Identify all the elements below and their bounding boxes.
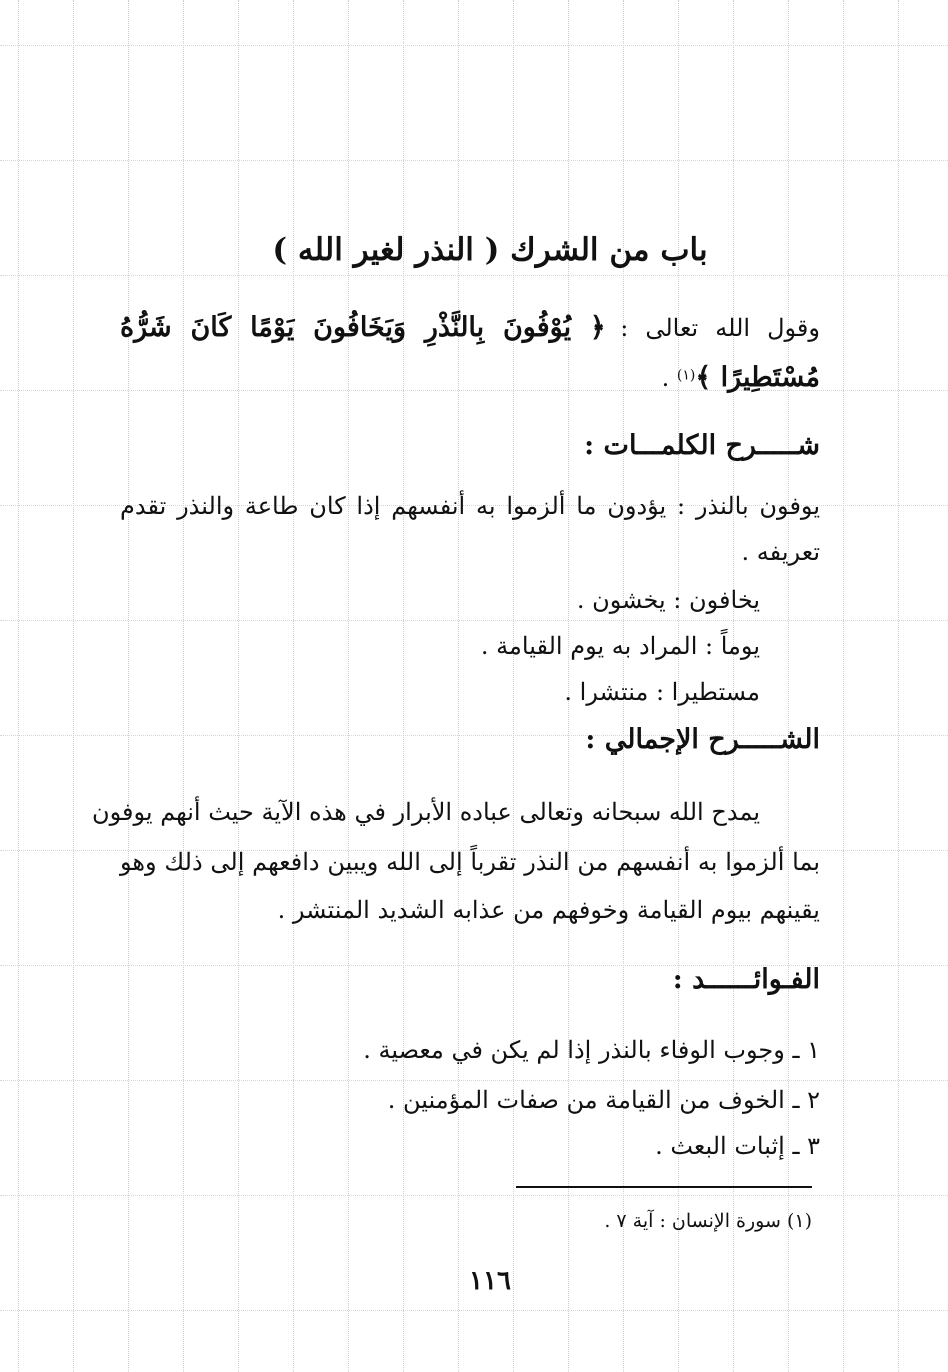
definition-3: يوماً : المراد به يوم القيامة . [480,632,760,660]
benefit-1: ١ ـ وجوب الوفاء بالنذر إذا لم يكن في معصية . [363,1036,820,1064]
verse-line-2 [662,362,820,393]
verse-line-1 [120,312,820,343]
verse-text-2: مُسْتَطِيرًا ﴾ [695,362,820,393]
verse-text-1: ﴿ يُوْفُونَ بِالنَّذْرِ وَيَخَافُونَ يَوْمًا كَانَ شَرُّهُ [120,312,606,343]
benefit-3: ٣ ـ إثبات البعث . [655,1132,820,1160]
verse-intro: وقول الله تعالى : [620,314,820,342]
footnote-separator [516,1186,812,1188]
chapter-title: باب من الشرك ( النذر لغير الله ) [272,232,708,268]
benefits-heading: الفـوائــــــد : [672,964,820,995]
summary-line-3: يقينهم بيوم القيامة وخوفهم من عذابه الشديد المنتشر . [277,896,820,924]
definition-4: مستطيرا : منتشرا . [564,678,760,706]
summary-heading: الشـــــرح الإجمالي : [585,724,820,755]
summary-line-1: يمدح الله سبحانه وتعالى عباده الأبرار في هذه الآية حيث أنهم يوفون [91,798,760,826]
page-number: ١١٦ [469,1266,511,1296]
benefit-2: ٢ ـ الخوف من القيامة من صفات المؤمنين . [387,1086,820,1114]
footnote-marker: (١) [676,367,696,384]
document-page [91,0,820,1372]
summary-line-2: بما ألزموا به أنفسهم من النذر تقرباً إلى الله ويبين دافعهم إلى ذلك وهو [120,848,820,876]
footnote: (١) سورة الإنسان : آية ٧ . [604,1210,812,1232]
definition-2: يخافون : يخشون . [576,586,760,614]
definition-1-line-1: يوفون بالنذر : يؤدون ما ألزموا به أنفسهم إذا كان طاعة والنذر تقدم [120,492,820,520]
verse-end: . [661,364,677,392]
words-heading: شـــــرح الكلمـــات : [584,430,820,461]
definition-1-line-2: تعريفه . [741,538,820,566]
